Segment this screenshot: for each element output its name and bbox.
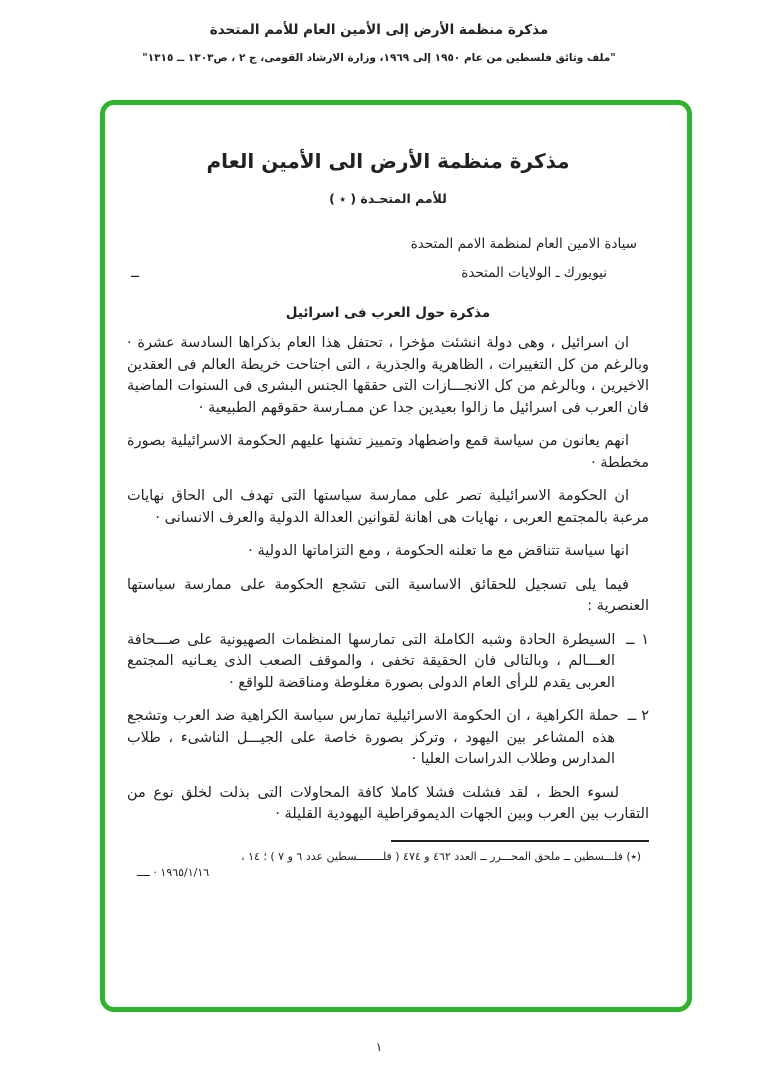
paragraph: ان الحكومة الاسرائيلية تصر على ممارسة سياستها التى تهدف الى الحاق نهايات مرعبة بالمجتمع العربى ، نهايات هى اهانة لقوانين العدالة الدولية والعرف الانسانى · xyxy=(127,488,649,526)
dash-mark: ــ xyxy=(131,265,139,281)
document-frame xyxy=(100,100,692,1012)
paragraph: انها سياسة تتناقض مع ما تعلنه الحكومة ، ومع التزاماتها الدولية · xyxy=(248,543,629,559)
memo-title: مذكرة منظمة الأرض الى الأمين العام xyxy=(206,149,570,173)
memo-subtitle: للأمم المتحـدة ( ٭ ) xyxy=(329,191,447,206)
header-title: مذكرة منظمة الأرض إلى الأمين العام للأمم المتحدة xyxy=(209,22,549,38)
list-item-number: ١ ــ xyxy=(626,631,650,648)
footnote-date: ١٩٦٥/١/١٦ · ــــ xyxy=(137,865,210,879)
page-number: ١ xyxy=(375,1040,383,1054)
footnote-text: (٭) فلـــسطين ــ ملحق المحـــرر ــ العدد ٤٦٢ و ٤٧٤ ( فلــــــــسطين عدد ٦ و ٧ ) ؛ ١٤ ، xyxy=(241,849,641,863)
list-item-text: السيطرة الحادة وشبه الكاملة التى تمارسها المنظمات الصهيونية على صـــحافة العـــالم ، وبالتالى فان الحقيقة تخفى ، والموقف الصعب الذى يعـانيه المجتمع العربى يقدم للرأى العام الدولى بصورة مغلوطة ومناقضة للواقع · xyxy=(127,631,616,691)
document-header xyxy=(0,22,758,64)
list-item-text: حملة الكراهية ، ان الحكومة الاسرائيلية تمارس سياسة الكراهية ضد العرب وتشجع هذه المشاعر بين اليهود ، وتركز بصورة خاصة على الجيـــل الناشىء ، طلاب المدارس وطلاب الدراسات العليا · xyxy=(127,708,619,767)
paragraph: ان اسرائيل ، وهى دولة انشئت مؤخرا ، تحتفل هذا العام بذكراها السادسة عشرة · وبالرغم من كل التغييرات ، الظاهرية والجذرية ، التى اجتاحت خريطة العالم فى العقدين الاخيرين ، وبالرغم من كل الانجـــازات التى حققها الجنس البشرى فى السنوات الماضية فان العرب فى اسرائيل ما زالوا بعيدين جدا عن ممـارسة حقوقهم الطبيعية · xyxy=(127,335,649,416)
list-item xyxy=(127,630,649,695)
paragraph: انهم يعانون من سياسة قمع واضطهاد وتمييز تشنها عليهم الحكومة الاسرائيلية بصورة مخططة · xyxy=(127,433,649,471)
paragraph: فيما يلى تسجيل للحقائق الاساسية التى تشجع الحكومة على ممارسة سياستها العنصرية : xyxy=(127,576,649,614)
list-item xyxy=(127,706,649,771)
addressee-location: نيويورك ـ الولايات المتحدة xyxy=(461,265,607,281)
list-item-number: ٢ ــ xyxy=(627,708,650,724)
header-source-citation: "ملف وثائق فلسطين من عام ١٩٥٠ إلى ١٩٦٩، وزارة الارشاد القومى، ج ٢ ، ص١٣٠٣ ــ ١٣١٥" xyxy=(142,52,616,64)
addressee-line: سيادة الامين العام لمنظمة الامم المتحدة xyxy=(410,236,637,252)
section-heading: مذكرة حول العرب فى اسرائيل xyxy=(285,305,491,321)
footnote-separator xyxy=(391,840,649,842)
closing-paragraph: لسوء الحظ ، لقد فشلت فشلا كاملا كافة المحاولات التى بذلت لخلق نوع من التقارب بين العرب وبين الجهات الديموقراطية اليهودية القليلة · xyxy=(127,784,649,822)
addressee-location-line xyxy=(127,265,649,281)
